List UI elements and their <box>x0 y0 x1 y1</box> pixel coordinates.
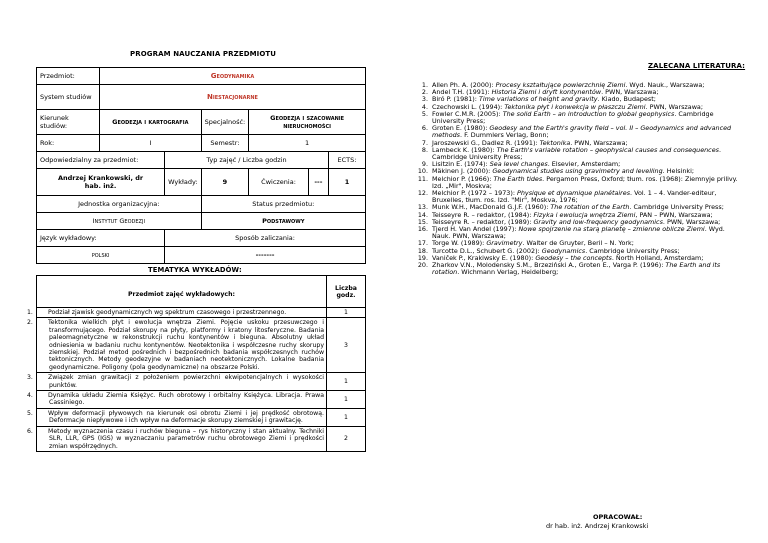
reference-authors: Teisseyre R. – redaktor, (1989): <box>432 217 534 226</box>
reference-authors: Vaniček P., Krakiwsky E. (1980): <box>432 253 536 262</box>
reference-authors: Lisitzin E. (1974): <box>432 160 490 169</box>
reference-authors: Torge W. (1989): <box>432 239 487 248</box>
reference-publisher: . Wyd. Nauk., Warszawa; <box>625 81 705 89</box>
reference-authors: Munk W.H., MacDonald G.J.F. (1960): <box>432 203 551 212</box>
reference-number: 12. <box>417 189 428 198</box>
reference-publisher: . PWN, Warszawa; <box>645 102 703 111</box>
reference-title: Time variations of height and gravity <box>478 95 598 104</box>
year-value: I <box>100 135 202 152</box>
topic-hours: 2 <box>327 426 366 451</box>
reference-publisher: . Walter de Gruyter, Beril – N. York; <box>522 239 634 248</box>
reference-item <box>402 226 742 240</box>
topic-number: 2. <box>27 319 33 327</box>
hours-header: Liczba godz. <box>327 276 366 308</box>
topic-hours: 3 <box>327 318 366 373</box>
topic-number: 5. <box>27 409 33 417</box>
subject-value: Geodynamika <box>100 68 366 85</box>
reference-authors: Zharkov V.N., Molodensky S.M., Brzeziński A., Groten E., Varga P. (1996): <box>432 261 666 270</box>
reference-authors: Lambeck K. (1980): <box>432 145 497 154</box>
status-label: Status przedmiotu: <box>201 196 365 213</box>
reference-number: 9. <box>421 160 428 169</box>
reference-title: Geodesy – the concepts <box>535 253 612 262</box>
reference-number: 3. <box>421 95 428 104</box>
topic-text: Metody wyznaczenia czasu i ruchów bieguna – rys historyczny i stan aktualny. Techniki SLR, LLR, GPS (IGS) w wyznaczaniu parametrów ruchu obrotowego Ziemi i prędkości zmian współrzędnych. <box>48 427 324 450</box>
reference-title: The Earth and its rotation <box>432 261 721 277</box>
subject-label: Przedmiot: <box>37 68 100 85</box>
topic-number: 4. <box>27 392 33 400</box>
reference-publisher: . Cambridge University Press; <box>585 246 680 255</box>
reference-authors: Jaroszewski G., Dadlez R. (1991): <box>432 138 540 147</box>
reference-authors: Mäkinen J. (2000): <box>432 167 493 176</box>
assessment-label: Sposób zaliczania: <box>165 230 366 247</box>
reference-item <box>402 147 742 161</box>
reference-title: Geodesy and the Earth's gravity field – vol. II – Geodynamics and advanced methods <box>432 124 732 140</box>
reference-title: Tektonika <box>539 138 571 147</box>
reference-number: 4. <box>421 102 428 111</box>
prepared-label: OPRACOWAŁ: <box>593 513 643 521</box>
reference-number: 16. <box>417 225 428 234</box>
course-info-table <box>36 67 366 264</box>
reference-authors: Turcotte D.L., Schubert G. (2002): <box>432 246 542 255</box>
reference-number: 20. <box>417 261 428 270</box>
reference-title: Fizyka i ewolucja wnętrza Ziemi <box>533 210 636 219</box>
topic-hours: 1 <box>327 408 366 426</box>
responsible-value: Andrzej Krankowski, dr hab. inż. <box>37 169 165 196</box>
assessment-value: ------- <box>165 247 366 264</box>
reference-publisher: . Cambridge University Press; <box>432 145 721 162</box>
lectures-label: Wykłady: <box>165 169 201 196</box>
reference-title: Gravity and low-frequency geodynamics <box>533 217 663 226</box>
reference-number: 15. <box>417 217 428 226</box>
topics-title: TEMATYKA WYKŁADÓW: <box>148 266 242 274</box>
reference-title: The solid Earth – an introduction to global geophysics <box>502 109 675 118</box>
references-list <box>402 82 742 276</box>
exercises-label: Ćwiczenia: <box>249 169 309 196</box>
specialty-label: Specjalność: <box>201 110 249 135</box>
reference-publisher: . Kiado, Budapest; <box>597 95 656 104</box>
field-label: Kierunek studiów: <box>37 110 100 135</box>
reference-number: 10. <box>417 167 428 176</box>
topic-row <box>37 408 366 426</box>
reference-item <box>402 125 742 139</box>
reference-number: 8. <box>421 145 428 154</box>
study-system-value: Niestacjonarne <box>100 85 366 110</box>
reference-authors: Tjerd H. Van Andel (1997): <box>432 225 519 234</box>
lectures-value: 9 <box>201 169 249 196</box>
reference-title: Geodynamics <box>541 246 586 255</box>
topic-number: 3. <box>27 374 33 382</box>
topic-text: Dynamika układu Ziemia Księżyc. Ruch obrotowy i orbitalny Księżyca. Libracja. Prawa Cassiniego. <box>48 392 324 407</box>
reference-authors: Teisseyre R. – redaktor, (1984): <box>432 210 534 219</box>
status-value: Podstawowy <box>201 213 365 230</box>
reference-item <box>402 176 742 190</box>
reference-title: Gravimetry <box>486 239 523 248</box>
prepared-name: dr hab. inż. Andrzej Krankowski <box>546 522 649 530</box>
reference-number: 14. <box>417 210 428 219</box>
reference-number: 17. <box>417 239 428 248</box>
reference-number: 13. <box>417 203 428 212</box>
topic-text: Wpływ deformacji pływowych na kierunek osi obrotu Ziemi i jej prędkość obrotową. Deformacje niepływowe i ich wpływ na deformacje skorupy ziemskiej i grawitację. <box>48 409 324 425</box>
reference-authors: Fowler C.M.R. (2005): <box>432 109 503 118</box>
reference-number: 5. <box>421 109 428 118</box>
topic-text: Tektonika wielkich płyt i ewolucja wnętrza Ziemi. Pojęcie uskoku przesuwczego i transformującego. Podział skorupy na płyty, platformy i kratony litosferyczne. Badania paleomagnetyczne w rekonstrukcji ruchu kontynentów i bieguna. Absolutny układ odniesienia w badaniu ruchu kontynentów. Neotektonika i współczesne ruchy skorupy ziemskiej. Podział metod pośrednich i bezpośrednich badania współczesnych ruchów tektonicznych. Metody geodezyjne w badaniach neotektonicznych. Lokalne badania geodynamiczne. Poligony (pola geodynamiczne) na obszarze Polski. <box>48 319 324 371</box>
exercises-value: --- <box>308 169 328 196</box>
reference-title: The Earth's variable rotation – geophysical causes and consequences <box>496 145 719 154</box>
reference-publisher: , PAN – PWN, Warszawa; <box>635 210 713 219</box>
semester-label: Semestr: <box>201 135 249 152</box>
study-system-label: System studiów <box>37 85 100 110</box>
topic-hours: 1 <box>327 391 366 409</box>
reference-authors: Biró P. (1981): <box>432 95 479 104</box>
reference-publisher: . PWN, Warszawa; <box>601 88 659 97</box>
topic-row <box>37 308 366 318</box>
reference-publisher: . Pergamon Press, Oxford; tłum. ros. (1968): Ziemnyje prilivy. Izd. „Mir", Moskva; <box>432 174 738 190</box>
class-type-label: Typ zajęć / Liczba godzin <box>165 152 329 169</box>
topics-table <box>27 275 366 452</box>
year-label: Rok: <box>37 135 100 152</box>
reference-title: Sea level changes <box>489 160 548 169</box>
reference-publisher: . PWN, Warszawa; <box>570 138 628 147</box>
specialty-value: Geodezja i szacowanie nieruchomości <box>249 110 366 135</box>
reference-number: 19. <box>417 253 428 262</box>
reference-publisher: . Helsinki; <box>662 167 695 176</box>
reference-authors: Allen Ph. A. (2000): <box>432 81 496 89</box>
reference-authors: Andel T.H. (1991): <box>432 88 492 97</box>
reference-authors: Melchior P. (1966): <box>432 174 494 183</box>
reference-number: 11. <box>417 174 428 183</box>
language-value: polski <box>37 247 165 264</box>
reference-authors: Czechowski L. (1994): <box>432 102 505 111</box>
reference-title: The rotation of the Earth <box>550 203 630 212</box>
topic-number: 6. <box>27 427 33 435</box>
reference-authors: Groten E. (1980): <box>432 124 490 133</box>
reference-item <box>402 111 742 125</box>
unit-value: Instytut Geodezji <box>37 213 202 230</box>
topic-text: Podział zjawisk geodynamicznych wg spektrum czasowego i przestrzennego. <box>48 309 287 316</box>
reference-publisher: . Vol. 1 – 4. Vander-editeur, Bruxelles, tłum. ros. Izd. "Mir", Moskva, 1976; <box>432 189 717 205</box>
responsible-label: Odpowiedzialny za przedmiot: <box>37 152 165 169</box>
topics-header: Przedmiot zajęć wykładowych: <box>37 276 327 308</box>
reference-title: Tektonika płyt i konwekcja w płaszczu Ziemi <box>504 102 646 111</box>
topic-row <box>37 373 366 391</box>
reference-publisher: . Cambridge University Press; <box>629 203 724 212</box>
reference-item <box>402 262 742 276</box>
ects-value: 1 <box>328 169 365 196</box>
reference-number: 1. <box>421 81 428 89</box>
reference-publisher: . Wyd. Nauk. PWN, Warszawa; <box>432 225 725 241</box>
reference-title: Historia Ziemi i dryft kontynentów <box>491 88 602 97</box>
topic-row <box>37 391 366 409</box>
topic-row <box>37 426 366 451</box>
language-label: Język wykładowy: <box>37 230 165 247</box>
reference-title: The Earth tides <box>493 174 543 183</box>
reference-title: Physique et dynamique planétaires <box>517 189 631 198</box>
field-value: Geodezja i kartografia <box>100 110 202 135</box>
reference-item <box>402 190 742 204</box>
reference-number: 18. <box>417 246 428 255</box>
page-title: PROGRAM NAUCZANIA PRZEDMIOTU <box>130 50 277 58</box>
reference-publisher: . Elsevier, Amsterdam; <box>547 160 621 169</box>
reference-publisher: . North Holland, Amsterdam; <box>611 253 704 262</box>
ects-label: ECTS: <box>328 152 365 169</box>
reference-authors: Melchior P. (1972 – 1973): <box>432 189 518 198</box>
reference-publisher: . Cambridge University Press; <box>432 109 714 126</box>
reference-publisher: . Wichmann Verlag, Heidelberg; <box>457 268 559 277</box>
reference-number: 6. <box>421 124 428 133</box>
reference-title: Nowe spojrzenie na starą planetę – zmienne oblicze Ziemi <box>518 225 705 234</box>
reference-number: 7. <box>421 138 428 147</box>
topic-number: 1. <box>27 309 33 316</box>
reference-title: Procesy kształtujące powierzchnię Ziemi <box>495 81 626 89</box>
topic-row <box>37 318 366 373</box>
topic-hours: 1 <box>327 308 366 318</box>
reference-publisher: . F. Dummlers Verlag, Bonn; <box>460 131 549 140</box>
topic-hours: 1 <box>327 373 366 391</box>
semester-value: 1 <box>249 135 366 152</box>
reference-publisher: . PWN, Warszawa; <box>662 217 721 226</box>
reference-title: Geodynamical studies using gravimetry and levelling <box>492 167 663 176</box>
unit-label: Jednostka organizacyjna: <box>37 196 202 213</box>
reference-number: 2. <box>421 88 428 97</box>
literature-title: ZALECANA LITERATURA: <box>648 62 746 70</box>
topic-text: Związek zmian grawitacji z położeniem powierzchni ekwipotencjalnych i wysokości punktów. <box>48 374 324 389</box>
